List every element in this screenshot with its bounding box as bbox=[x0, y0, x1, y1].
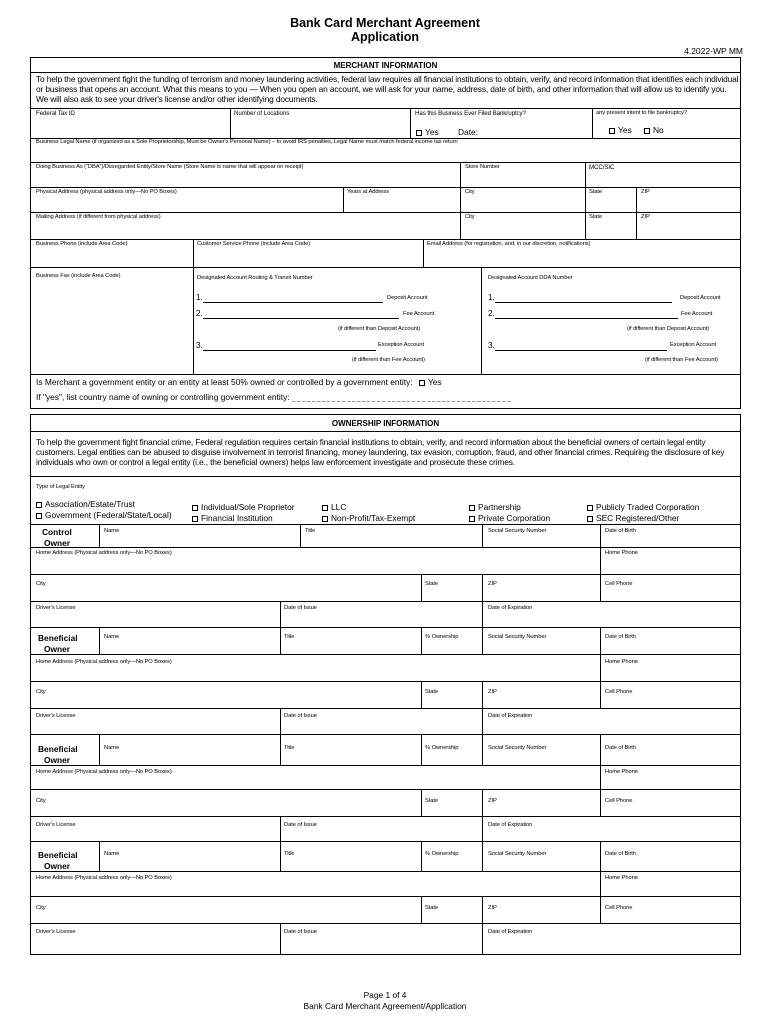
beneficial-owner-1-expiration-label: Date of Expiration bbox=[488, 713, 533, 719]
beneficial-owner-3-ssn-label: Social Security Number bbox=[488, 851, 547, 857]
type-financial-checkbox[interactable]: Financial Institution bbox=[192, 514, 273, 522]
merchant-intro: To help the government fight the funding of terrorism and money laundering activities, federal law requires all financial institutions to obtain, verify, and record information that identifies each individual or business that opens an account. What this means to you — When you open an account, we will ask for your name, address, date of birth, and other information that will allow us to identify you. We will also ask to see your driver's license and/or other identifying documents. bbox=[36, 74, 739, 104]
beneficial-owner-2-ssn-label: Social Security Number bbox=[488, 745, 547, 751]
beneficial-owner-2-dob-label: Date of Birth bbox=[605, 745, 636, 751]
routing-number-label: Designated Account Routing & Transit Number bbox=[197, 275, 313, 281]
form-version: 4.2022-WP MM bbox=[684, 46, 743, 56]
routing-exception-line[interactable] bbox=[203, 350, 376, 351]
title-line-2: Application bbox=[350, 30, 420, 44]
control-owner-title-label: Title bbox=[305, 528, 316, 534]
footer-document-name: Bank Card Merchant Agreement/Application bbox=[303, 1000, 467, 1011]
mailing-zip-label: ZIP bbox=[641, 214, 650, 220]
mailing-state-label: State bbox=[589, 214, 603, 220]
control-owner-label: Control Owner bbox=[42, 527, 72, 548]
customer-service-phone-label: Customer Service Phone (include Area Code) bbox=[197, 241, 311, 247]
dba-label: Doing Business As ("DBA")/Disregarded Entity/Store Name (Store Name is name that will appear on receipt) bbox=[36, 164, 304, 170]
beneficial-owner-2-home-phone-label: Home Phone bbox=[605, 769, 638, 775]
federal-tax-id-label: Federal Tax ID bbox=[36, 110, 75, 117]
beneficial-owner-2-cell-label: Cell Phone bbox=[605, 798, 633, 804]
control-owner-license-label: Driver's License bbox=[36, 605, 76, 611]
control-owner-home-phone-label: Home Phone bbox=[605, 550, 638, 556]
intent-no-checkbox[interactable]: No bbox=[644, 126, 664, 134]
beneficial-owner-1-ownership-label: % Ownership bbox=[425, 634, 459, 640]
dda-deposit-line[interactable] bbox=[495, 302, 672, 303]
control-owner-dob-label: Date of Birth bbox=[605, 528, 636, 534]
control-owner-state-label: State bbox=[425, 581, 439, 587]
legal-name-label: Business Legal Name (if organized as a Sole Proprietorship, Must be Owner's Personal Name) – to avoid IRS penalties, Legal Name must match federal income tax return bbox=[36, 139, 458, 145]
intent-yes-checkbox[interactable]: Yes bbox=[609, 126, 632, 134]
ownership-intro: To help the government fight financial crime, Federal regulation requires certain financial institutions to obtain, verify, and record information about the beneficial owners of certain legal entity customers. Legal entities can be abused to disguise involvement in terrorist financing, money laundering, tax evasion, corruption, fraud, and other financial crimes. Requiring the disclosure of key individuals who own or control a legal entity (i.e., the beneficial owners) helps law enforcement investigate and prosecute these crimes. bbox=[36, 437, 725, 467]
beneficial-owner-2-license-label: Driver's License bbox=[36, 822, 76, 828]
bankruptcy-question: Has this Business Ever Filed Bankruptcy? bbox=[415, 110, 526, 117]
beneficial-owner-3-ownership-label: % Ownership bbox=[425, 851, 459, 857]
title-line-1: Bank Card Merchant Agreement bbox=[290, 16, 480, 30]
control-owner-expiration-label: Date of Expiration bbox=[488, 605, 533, 611]
type-partnership-checkbox[interactable]: Partnership bbox=[469, 503, 521, 511]
type-public-checkbox[interactable]: Publicly Traded Corporation bbox=[587, 503, 699, 511]
beneficial-owner-2-ownership-label: % Ownership bbox=[425, 745, 459, 751]
beneficial-owner-1-dob-label: Date of Birth bbox=[605, 634, 636, 640]
gov-entity-yes-checkbox[interactable] bbox=[419, 380, 425, 386]
beneficial-owner-3-issue-label: Date of Issue bbox=[284, 929, 317, 935]
mailing-address-label: Mailing Address (if different from physical address) bbox=[36, 214, 161, 220]
business-phone-label: Business Phone (include Area Code) bbox=[36, 241, 128, 247]
beneficial-owner-3-name-label: Name bbox=[104, 851, 120, 857]
control-owner-zip-label: ZIP bbox=[488, 581, 497, 587]
beneficial-owner-1-state-label: State bbox=[425, 689, 439, 695]
ownership-section-title: OWNERSHIP INFORMATION bbox=[331, 419, 440, 428]
beneficial-owner-3-home-phone-label: Home Phone bbox=[605, 875, 638, 881]
beneficial-owner-1-issue-label: Date of Issue bbox=[284, 713, 317, 719]
beneficial-owner-2-home-address-label: Home Address (Physical address only—No PO Boxes) bbox=[36, 769, 172, 775]
beneficial-owner-3-home-address-label: Home Address (Physical address only—No PO Boxes) bbox=[36, 875, 172, 881]
beneficial-owner-1-label: Beneficial Owner bbox=[38, 633, 78, 654]
dda-fee-line[interactable] bbox=[495, 318, 678, 319]
type-llc-checkbox[interactable]: LLC bbox=[322, 503, 346, 511]
gov-entity-country-blank[interactable]: _ _ _ _ _ _ _ _ _ _ _ _ _ _ _ _ _ _ _ _ _ _ _ _ _ _ _ _ _ _ _ _ _ _ _ _ _ _ _ _ _ _ _ _ bbox=[291, 396, 511, 402]
beneficial-owner-1-city-label: City bbox=[36, 689, 46, 695]
beneficial-owner-2-city-label: City bbox=[36, 798, 46, 804]
beneficial-owner-3-dob-label: Date of Birth bbox=[605, 851, 636, 857]
type-private-checkbox[interactable]: Private Corporation bbox=[469, 514, 550, 522]
bankruptcy-date-label: Date: bbox=[458, 127, 479, 137]
beneficial-owner-3-expiration-label: Date of Expiration bbox=[488, 929, 533, 935]
page-title bbox=[0, 16, 770, 44]
control-owner-name-label: Name bbox=[104, 528, 120, 534]
beneficial-owner-3-city-label: City bbox=[36, 905, 46, 911]
routing-deposit-line[interactable] bbox=[203, 302, 383, 303]
mailing-city-label: City bbox=[465, 214, 475, 220]
control-owner-home-address-label: Home Address (Physical address only—No PO Boxes) bbox=[36, 550, 172, 556]
business-fax-label: Business Fax (include Area Code) bbox=[36, 273, 121, 279]
dda-number-label: Designated Account DDA Number bbox=[488, 275, 573, 281]
type-association-checkbox[interactable]: Association/Estate/Trust bbox=[36, 500, 135, 508]
num-locations-label: Number of Locations bbox=[234, 110, 290, 117]
beneficial-owner-2-issue-label: Date of Issue bbox=[284, 822, 317, 828]
intent-bankruptcy-question: any present intent to file bankruptcy? bbox=[596, 110, 687, 116]
bankruptcy-yes-checkbox[interactable]: Yes bbox=[416, 128, 439, 136]
beneficial-owner-2-zip-label: ZIP bbox=[488, 798, 497, 804]
zip-label: ZIP bbox=[641, 189, 650, 195]
type-nonprofit-checkbox[interactable]: Non-Profit/Tax-Exempt bbox=[322, 514, 415, 522]
physical-address-label: Physical Address (physical address only—No PO Boxes) bbox=[36, 189, 177, 195]
email-label: Email Address (for registration, and, in our discretion, notifications) bbox=[427, 241, 591, 247]
beneficial-owner-2-title-label: Title bbox=[284, 745, 295, 751]
merchant-section-title: MERCHANT INFORMATION bbox=[333, 61, 438, 70]
gov-entity-country: If "yes", list country name of owning or controlling government entity: _ _ _ _ _ _ _ _ _ _ _ _ _ _ _ _ _ _ _ _ _ _ _ _ _ _ _ _ _ _ _ _ _ _ _ _ _ _ _ _ _ _ _ _ bbox=[36, 392, 511, 402]
beneficial-owner-3-license-label: Driver's License bbox=[36, 929, 76, 935]
type-individual-checkbox[interactable]: Individual/Sole Proprietor bbox=[192, 503, 295, 511]
beneficial-owner-3-title-label: Title bbox=[284, 851, 295, 857]
beneficial-owner-1-ssn-label: Social Security Number bbox=[488, 634, 547, 640]
type-government-checkbox[interactable]: Government (Federal/State/Local) bbox=[36, 511, 172, 519]
beneficial-owner-1-cell-label: Cell Phone bbox=[605, 689, 633, 695]
beneficial-owner-3-zip-label: ZIP bbox=[488, 905, 497, 911]
beneficial-owner-3-state-label: State bbox=[425, 905, 439, 911]
beneficial-owner-1-title-label: Title bbox=[284, 634, 295, 640]
control-owner-ssn-label: Social Security Number bbox=[488, 528, 547, 534]
beneficial-owner-2-label: Beneficial Owner bbox=[38, 744, 78, 765]
page-footer bbox=[0, 990, 770, 1011]
store-number-label: Store Number bbox=[465, 164, 500, 170]
beneficial-owner-2-state-label: State bbox=[425, 798, 439, 804]
beneficial-owner-1-license-label: Driver's License bbox=[36, 713, 76, 719]
state-label: State bbox=[589, 189, 603, 195]
beneficial-owner-2-name-label: Name bbox=[104, 745, 120, 751]
city-label: City bbox=[465, 189, 475, 195]
beneficial-owner-1-home-phone-label: Home Phone bbox=[605, 659, 638, 665]
beneficial-owner-1-home-address-label: Home Address (Physical address only—No PO Boxes) bbox=[36, 659, 172, 665]
ownership-section bbox=[30, 414, 741, 955]
control-owner-cell-label: Cell Phone bbox=[605, 581, 633, 587]
beneficial-owner-3-label: Beneficial Owner bbox=[38, 850, 78, 871]
page-number: Page 1 of 4 bbox=[363, 990, 407, 1000]
type-sec-checkbox[interactable]: SEC Registered/Other bbox=[587, 514, 679, 522]
dda-exception-line[interactable] bbox=[495, 350, 667, 351]
control-owner-city-label: City bbox=[36, 581, 46, 587]
beneficial-owner-2-expiration-label: Date of Expiration bbox=[488, 822, 533, 828]
control-owner-issue-label: Date of Issue bbox=[284, 605, 317, 611]
gov-entity-question: Is Merchant a government entity or an entity at least 50% owned or controlled by a government entity: Yes bbox=[36, 377, 442, 387]
type-of-legal-entity-label: Type of Legal Entity bbox=[36, 484, 85, 490]
years-at-address-label: Years at Address bbox=[347, 189, 390, 195]
beneficial-owner-1-name-label: Name bbox=[104, 634, 120, 640]
beneficial-owner-1-zip-label: ZIP bbox=[488, 689, 497, 695]
beneficial-owner-3-cell-label: Cell Phone bbox=[605, 905, 633, 911]
routing-fee-line[interactable] bbox=[203, 318, 399, 319]
mcc-label: MCC/SIC bbox=[589, 164, 615, 171]
